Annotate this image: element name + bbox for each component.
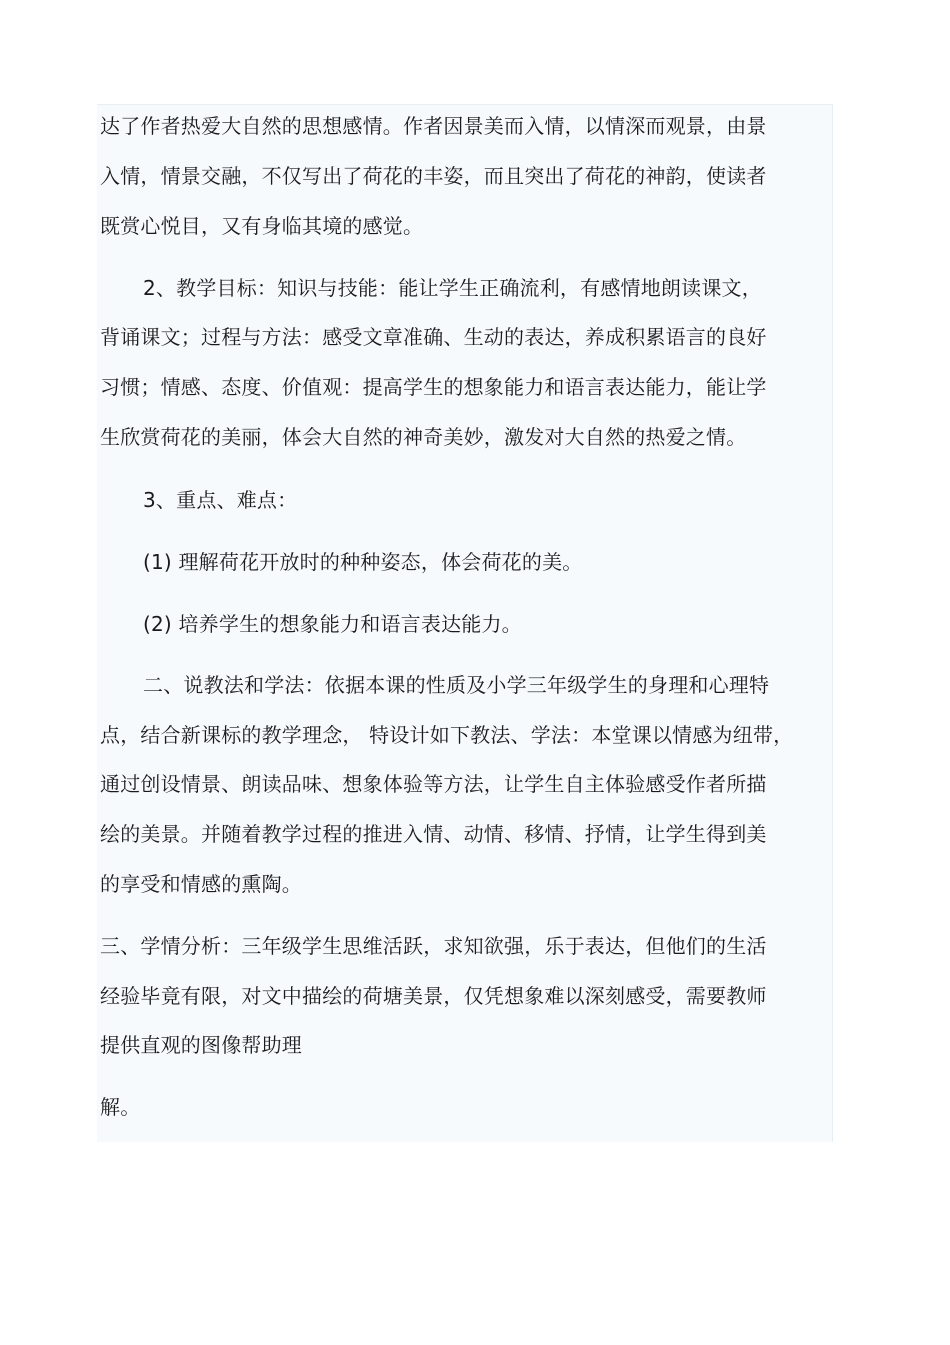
text-line: 生欣赏荷花的美丽，体会大自然的神奇美妙，激发对大自然的热爱之情。 xyxy=(100,425,747,449)
text-line: 的享受和情感的熏陶。 xyxy=(100,872,302,896)
text-line: 提供直观的图像帮助理 xyxy=(100,1033,302,1057)
text-line: 解。 xyxy=(100,1095,141,1119)
text-line: 达了作者热爱大自然的思想感情。作者因景美而入情，以情深而观景，由景 xyxy=(100,114,767,138)
text-line: 既赏心悦目，又有身临其境的感觉。 xyxy=(100,214,424,238)
text-line: 习惯；情感、态度、价值观：提高学生的想象能力和语言表达能力，能让学 xyxy=(100,375,767,399)
text-line: 经验毕竟有限，对文中描绘的荷塘美景，仅凭想象难以深刻感受，需要教师 xyxy=(100,984,767,1008)
text-line: 三、学情分析：三年级学生思维活跃，求知欲强，乐于表达，但他们的生活 xyxy=(100,934,767,958)
list-item: (1) 理解荷花开放时的种种姿态，体会荷花的美。 xyxy=(143,550,583,574)
text-line: 入情，情景交融，不仅写出了荷花的丰姿，而且突出了荷花的神韵，使读者 xyxy=(100,164,767,188)
section-heading: 3、重点、难点： xyxy=(143,488,298,512)
text-line: 二、说教法和学法：依据本课的性质及小学三年级学生的身理和心理特 xyxy=(143,673,770,697)
text-line: 点，结合新课标的教学理念， 特设计如下教法、学法：本堂课以情感为纽带， xyxy=(100,723,794,747)
text-line: 绘的美景。并随着教学过程的推进入情、动情、移情、抒情，让学生得到美 xyxy=(100,822,767,846)
list-item: (2) 培养学生的想象能力和语言表达能力。 xyxy=(143,612,522,636)
text-line: 2、教学目标：知识与技能：能让学生正确流利，有感情地朗读课文， xyxy=(143,276,762,300)
text-line: 通过创设情景、朗读品味、想象体验等方法，让学生自主体验感受作者所描 xyxy=(100,772,767,796)
text-line: 背诵课文；过程与方法：感受文章准确、生动的表达，养成积累语言的良好 xyxy=(100,325,767,349)
